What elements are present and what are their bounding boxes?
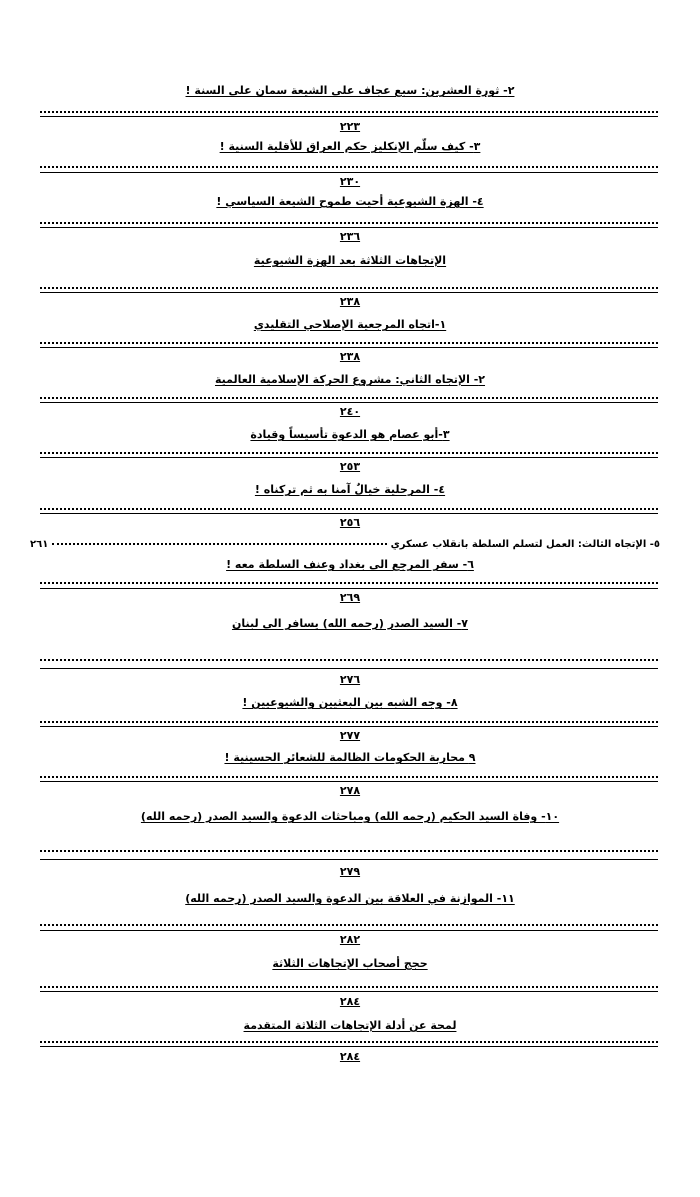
toc-entry-page: ٢٨٤ [339, 1050, 361, 1063]
dotted-leader [40, 222, 658, 224]
divider [40, 513, 658, 514]
toc-entry-page: ٢٣٨ [339, 295, 361, 308]
toc-entry-page: ٢٣٨ [339, 350, 361, 363]
dotted-leader [40, 986, 658, 988]
divider [40, 1046, 658, 1047]
divider [40, 781, 658, 782]
toc-entry-page: ٢٧٨ [339, 784, 361, 797]
dotted-leader [40, 508, 658, 510]
divider [40, 588, 658, 589]
toc-entry-page: ٢٦٩ [339, 591, 361, 604]
toc-entry-title: ٢- الإتجاه الثاني: مشروع الحركة الإسلامية العالمية [214, 373, 486, 386]
toc-entry-inline [30, 537, 660, 551]
divider [40, 116, 658, 117]
toc-entry-page: ٢٨٢ [339, 933, 361, 946]
dotted-leader [40, 397, 658, 399]
divider [40, 930, 658, 931]
toc-entry-title: ١٠- وفاة السيد الحكيم (رحمه الله) ومباحثات الدعوة والسيد الصدر (رحمه الله) [140, 810, 560, 823]
toc-entry-page: ٢٢٣ [339, 120, 361, 133]
dotted-leader [40, 721, 658, 723]
divider [40, 292, 658, 293]
dotted-leader [40, 1041, 658, 1043]
divider [40, 859, 658, 860]
dotted-leader [40, 111, 658, 113]
divider [40, 726, 658, 727]
toc-entry-title: لمحة عن أدلة الإتجاهات الثلاثة المتقدمة [243, 1019, 457, 1032]
toc-entry-title: حجج أصحاب الإتجاهات الثلاثة [272, 957, 428, 970]
toc-entry-page: ٢٧٦ [339, 673, 361, 686]
dotted-leader [40, 776, 658, 778]
dotted-leader [40, 850, 658, 852]
divider [40, 991, 658, 992]
dotted-leader [40, 924, 658, 926]
dotted-leader [40, 582, 658, 584]
toc-entry-title: ٢- ثورة العشرين: سبع عجاف على الشيعة سمان على السنة ! [185, 84, 515, 97]
divider [40, 402, 658, 403]
toc-entry-title: ٥- الإتجاه الثالث: العمل لتسلم السلطة بانقلاب عسكري [390, 538, 660, 550]
toc-entry-page: ٢٣٦ [339, 230, 361, 243]
toc-entry-title: ٣- كيف سلّم الإنكليز حكم العراق للأقلية السنية ! [219, 140, 481, 153]
toc-entry-title: ٧- السيد الصدر (رحمه الله) يسافر الى لبنان [231, 617, 469, 630]
toc-entry-title: ٩ محاربة الحكومات الظالمة للشعائر الحسينية ! [224, 751, 476, 764]
dotted-leader [40, 659, 658, 661]
toc-entry-title: ١١- الموازنة في العلاقة بين الدعوة والسيد الصدر (رحمه الله) [185, 892, 515, 905]
toc-entry-page: ٢٧٩ [339, 865, 361, 878]
dotted-leader [40, 287, 658, 289]
toc-entry-title: الإتجاهات الثلاثة بعد الهزة الشيوعية [253, 254, 447, 267]
toc-entry-page: ٢٤٠ [339, 405, 361, 418]
toc-entry-page: ٢٣٠ [339, 175, 361, 188]
toc-entry-title: ٣-أبو عصام هو الدعوة تأسيساً وقيادة [250, 428, 450, 441]
dotted-leader [40, 342, 658, 344]
toc-entry-page: ٢٥٦ [339, 516, 361, 529]
dotted-leader [40, 166, 658, 168]
toc-entry-title: ٦- سفر المرجع الى بغداد وعنف السلطة معه ! [226, 558, 474, 571]
toc-entry-title: ٤- المرحلية خيالٌ آمنا به ثم تركناه ! [254, 483, 446, 496]
divider [40, 668, 658, 669]
toc-entry-title: ١-اتجاه المرجعية الإصلاحي التقليدي [253, 318, 447, 331]
toc-entry-page: ٢٨٤ [339, 995, 361, 1008]
dotted-leader [52, 543, 386, 545]
toc-entry-page: ٢٦١ [30, 538, 49, 550]
toc-entry-page: ٢٧٧ [339, 729, 361, 742]
toc-entry-page: ٢٥٣ [339, 460, 361, 473]
divider [40, 172, 658, 173]
toc-entry-title: ٨- وجه الشبه بين البعثيين والشيوعيين ! [242, 696, 458, 709]
divider [40, 227, 658, 228]
dotted-leader [40, 452, 658, 454]
divider [40, 347, 658, 348]
divider [40, 457, 658, 458]
toc-entry-title: ٤- الهزة الشيوعية أحيت طموح الشيعة السياسي ! [216, 195, 484, 208]
